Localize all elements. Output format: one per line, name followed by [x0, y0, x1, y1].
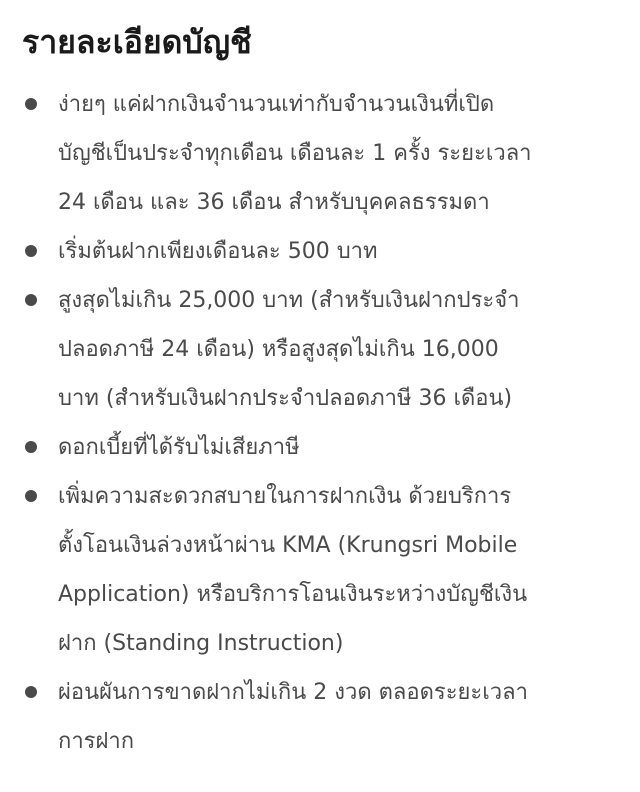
- list-item-line: 24 เดือน และ 36 เดือน สำหรับบุคคลธรรมดา: [58, 190, 490, 215]
- list-item-line: บาท (สำหรับเงินฝากประจำปลอดภาษี 36 เดือน): [58, 386, 513, 411]
- list-item-line: ปลอดภาษี 24 เดือน) หรือสูงสุดไม่เกิน 16,000: [58, 337, 499, 362]
- list-item: [0, 472, 640, 668]
- list-item-line: Application) หรือบริการโอนเงินระหว่างบัญชีเงิน: [58, 582, 528, 607]
- list-item-line: สูงสุดไม่เกิน 25,000 บาท (สำหรับเงินฝากประจำ: [58, 288, 520, 313]
- list-item: [0, 668, 640, 766]
- list-item-line: ดอกเบี้ยที่ได้รับไม่เสียภาษี: [58, 435, 300, 460]
- bullet-icon: [25, 294, 37, 306]
- list-item: [0, 227, 640, 276]
- list-item: [0, 423, 640, 472]
- bullet-icon: [25, 98, 37, 110]
- list-item-line: เริ่มต้นฝากเพียงเดือนละ 500 บาท: [58, 239, 378, 264]
- bullet-icon: [25, 490, 37, 502]
- list-item-line: เพิ่มความสะดวกสบายในการฝากเงิน ด้วยบริการ: [58, 484, 512, 509]
- bullet-icon: [25, 686, 37, 698]
- list-item-line: ตั้งโอนเงินล่วงหน้าผ่าน KMA (Krungsri Mobile: [58, 533, 518, 558]
- bullet-icon: [25, 441, 37, 453]
- list-item: [0, 276, 640, 423]
- page-title: รายละเอียดบัญชี: [22, 23, 252, 61]
- list-item-line: บัญชีเป็นประจำทุกเดือน เดือนละ 1 ครั้ง ระยะเวลา: [58, 141, 532, 166]
- list-item: [0, 80, 640, 227]
- list-item-line: ฝาก (Standing Instruction): [58, 631, 344, 656]
- bullet-icon: [25, 245, 37, 257]
- list-item-line: การฝาก: [58, 729, 135, 754]
- details-list: [0, 80, 640, 766]
- list-item-line: ผ่อนผันการขาดฝากไม่เกิน 2 งวด ตลอดระยะเวลา: [58, 680, 528, 705]
- list-item-line: ง่ายๆ แค่ฝากเงินจำนวนเท่ากับจำนวนเงินที่เปิด: [58, 92, 495, 117]
